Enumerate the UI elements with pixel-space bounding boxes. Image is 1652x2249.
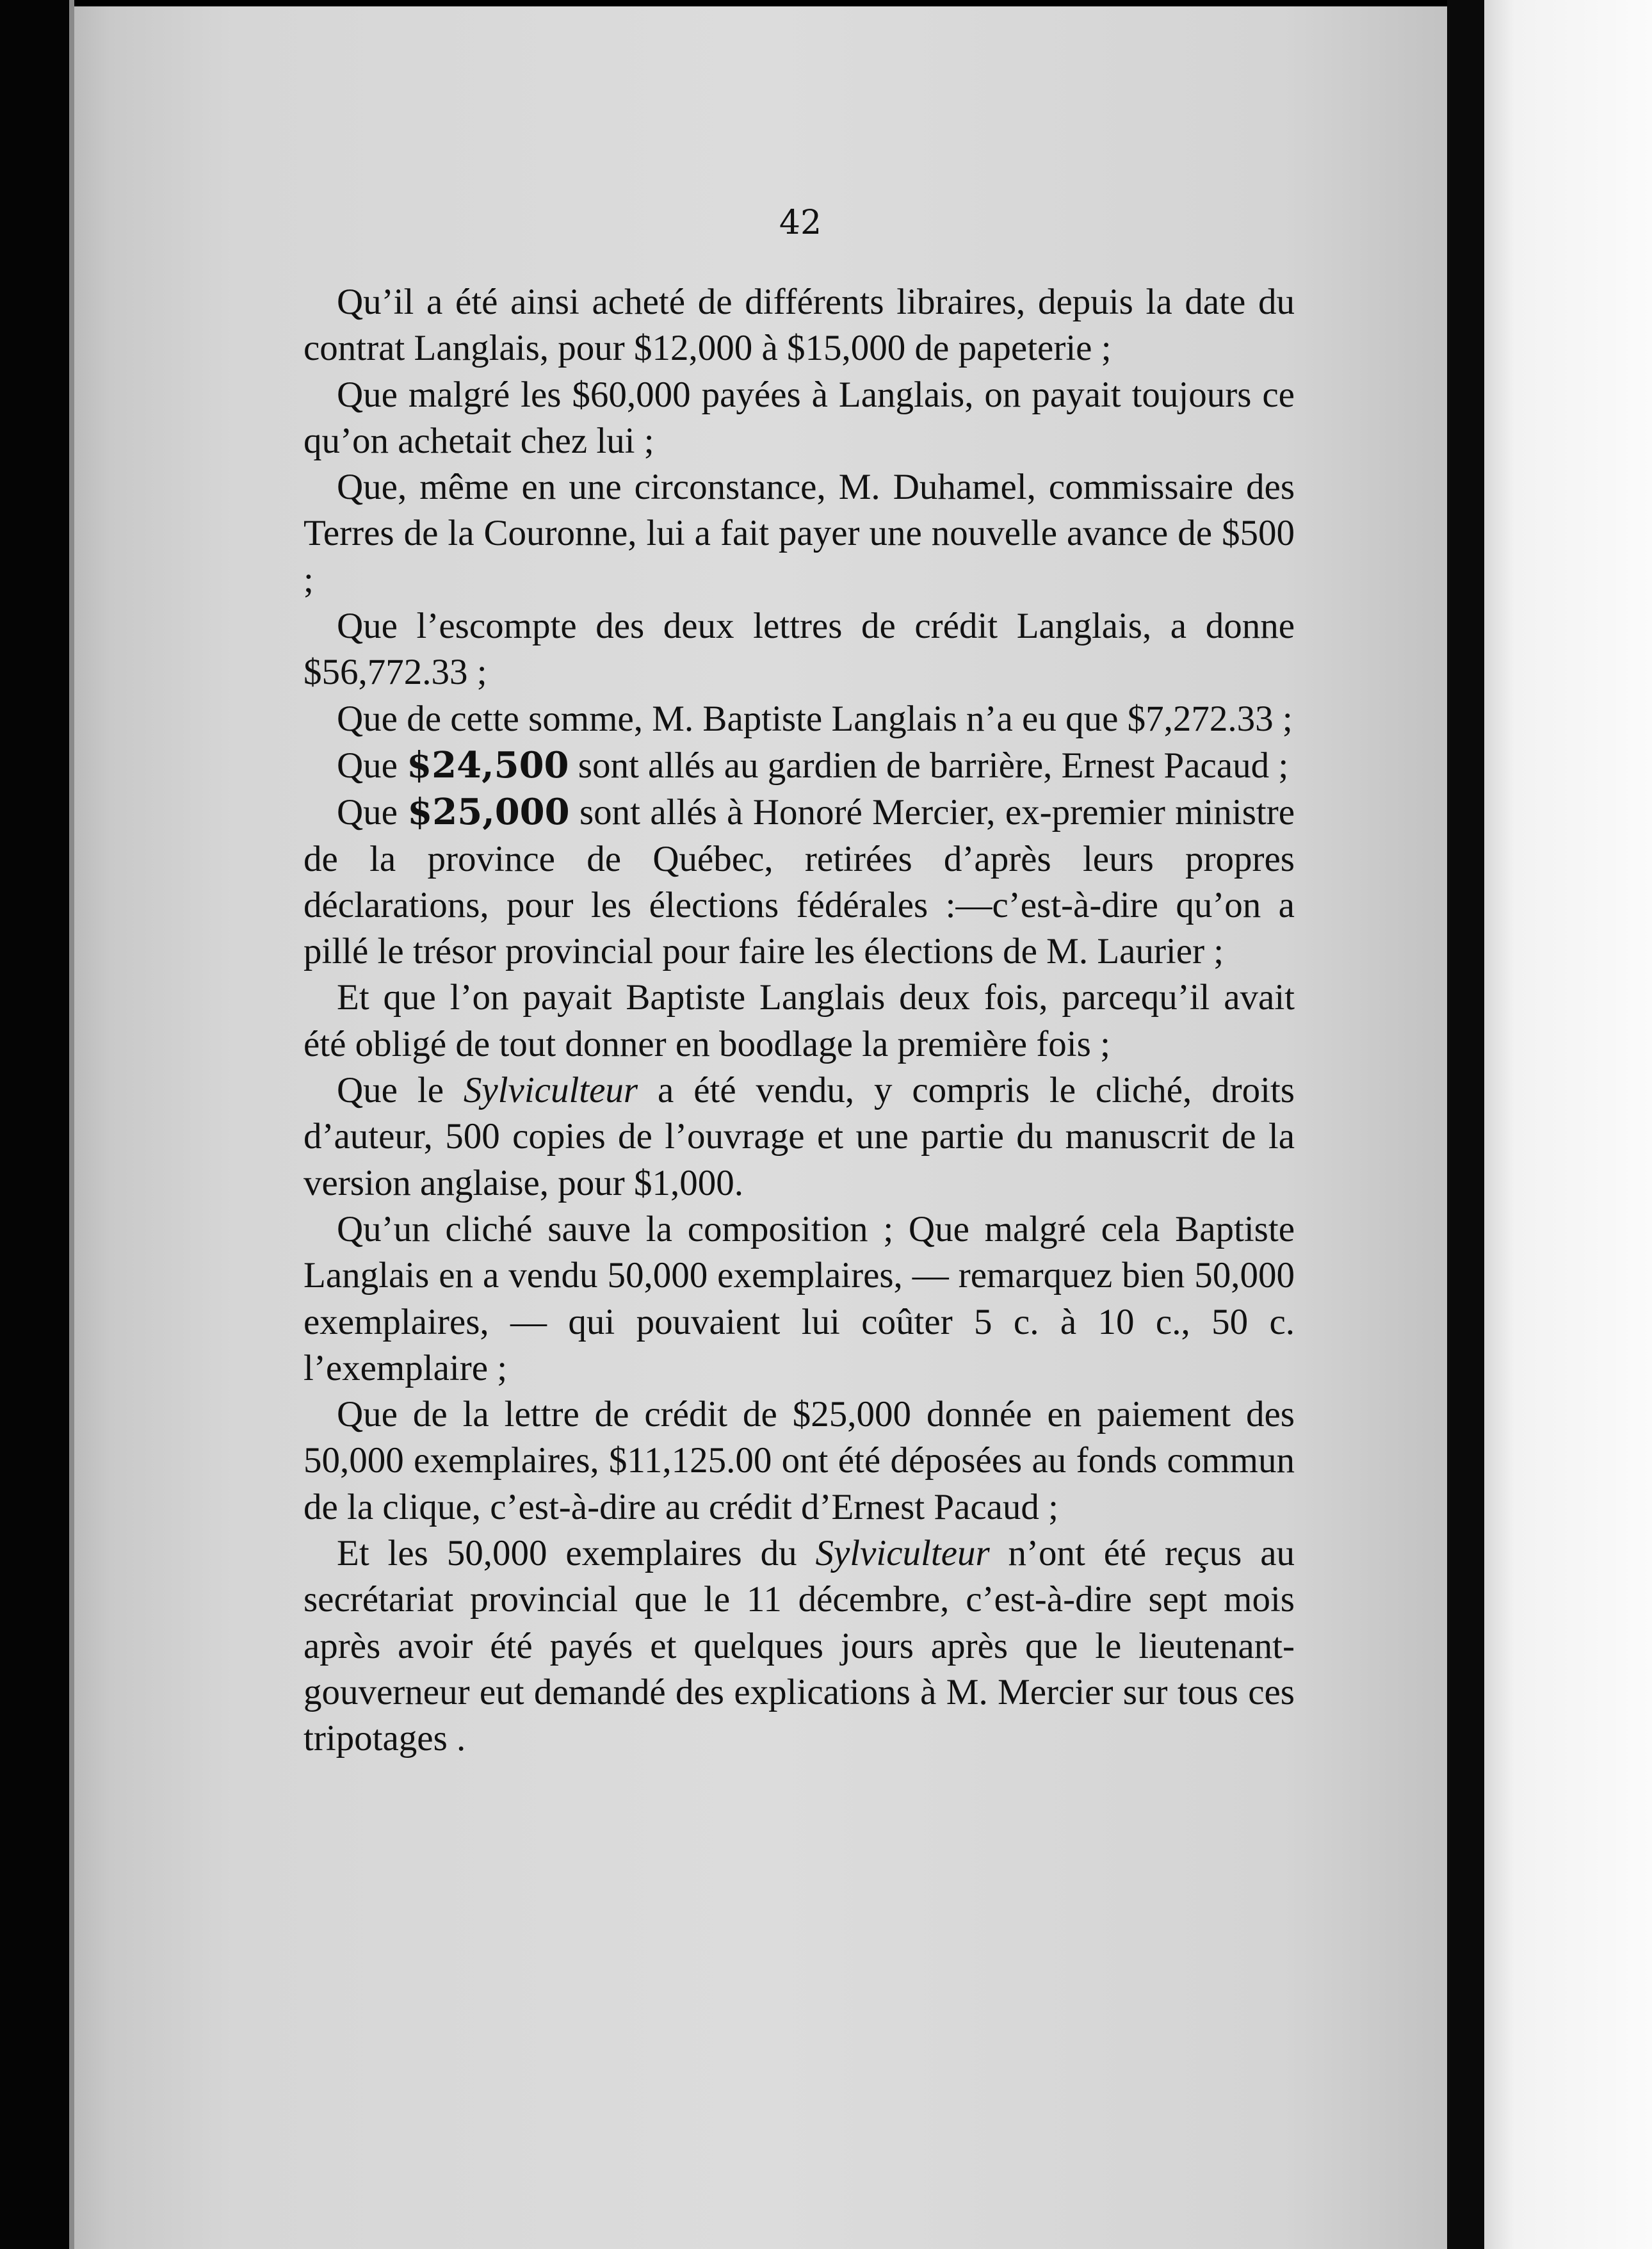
paragraph: [304, 789, 1295, 975]
book-gutter: [1447, 0, 1484, 2249]
page-number: 42: [779, 204, 822, 242]
paragraph-text: n’ont été reçus au secrétariat provincial que le 11 décembre, c’est-à-dire sept mois après avoir été payés et quelques jours après que le lieutenant-gouverneur eut demandé des explications à M. Mercier sur tous ces tripotages .: [304, 1533, 1295, 1759]
paragraph-text: Que: [337, 745, 407, 786]
paragraph: Que l’escompte des deux lettres de crédit Langlais, a donne $56,772.33 ;: [304, 606, 1295, 693]
paragraph: Qu’il a été ainsi acheté de différents libraires, depuis la date du contrat Langlais, pour $12,000 à $15,000 de papeterie ;: [304, 282, 1295, 369]
paragraph-text: Et les 50,000 exemplaires du: [337, 1533, 816, 1574]
paragraph: Qu’un cliché sauve la composition ; Que malgré cela Baptiste Langlais en a vendu 50,000 exemplaires, — remarquez bien 50,000 exemplaires, — qui pouvaient lui coûter 5 c. à 10 c., 50 c. l’exemplaire ;: [304, 1208, 1295, 1388]
paragraph: [304, 1068, 1295, 1206]
page-edge: [69, 0, 74, 2249]
paragraph: [304, 742, 1295, 789]
facing-page-edge: [1484, 0, 1652, 2249]
paragraph-text: sont allés à Honoré Mercier, ex-premier ministre de la province de Québec, retirées d’après leurs propres déclarations, pour les élections fédérales :—c’est-à-dire qu’on a pillé le trésor provincial pour faire les élections de M. Laurier ;: [304, 792, 1295, 972]
paragraph-text: Que: [337, 792, 408, 833]
body-text: [304, 279, 1295, 1762]
paragraph: Que, même en une circonstance, M. Duhamel, commissaire des Terres de la Couronne, lui a fait payer une nouvelle avance de $500 ;: [304, 467, 1295, 600]
italic-title: Sylviculteur: [463, 1070, 638, 1111]
bold-amount: $25,000: [407, 791, 570, 834]
italic-title: Sylviculteur: [815, 1533, 990, 1574]
paragraph-text: a été vendu, y compris le cliché, droits d’auteur, 500 copies de l’ouvrage et une partie du manuscrit de la version anglaise, pour $1,000.: [304, 1070, 1295, 1203]
scan-border-left: [0, 0, 69, 2249]
paragraph: Que malgré les $60,000 payées à Langlais, on payait toujours ce qu’on achetait chez lui ;: [304, 374, 1295, 461]
paragraph: Que de la lettre de crédit de $25,000 donnée en paiement des 50,000 exemplaires, $11,125.00 ont été déposées au fonds commun de la clique, c’est-à-dire au crédit d’Ernest Pacaud ;: [304, 1394, 1295, 1527]
paragraph: Et que l’on payait Baptiste Langlais deux fois, parcequ’il avait été obligé de tout donner en boodlage la première fois ;: [304, 977, 1295, 1064]
paragraph: [304, 1530, 1295, 1762]
paragraph-text: Que le: [337, 1070, 464, 1111]
paragraph-text: sont allés au gardien de barrière, Ernest Pacaud ;: [569, 745, 1289, 786]
bold-amount: $24,500: [407, 743, 569, 786]
paragraph: Que de cette somme, M. Baptiste Langlais n’a eu que $7,272.33 ;: [337, 698, 1293, 739]
